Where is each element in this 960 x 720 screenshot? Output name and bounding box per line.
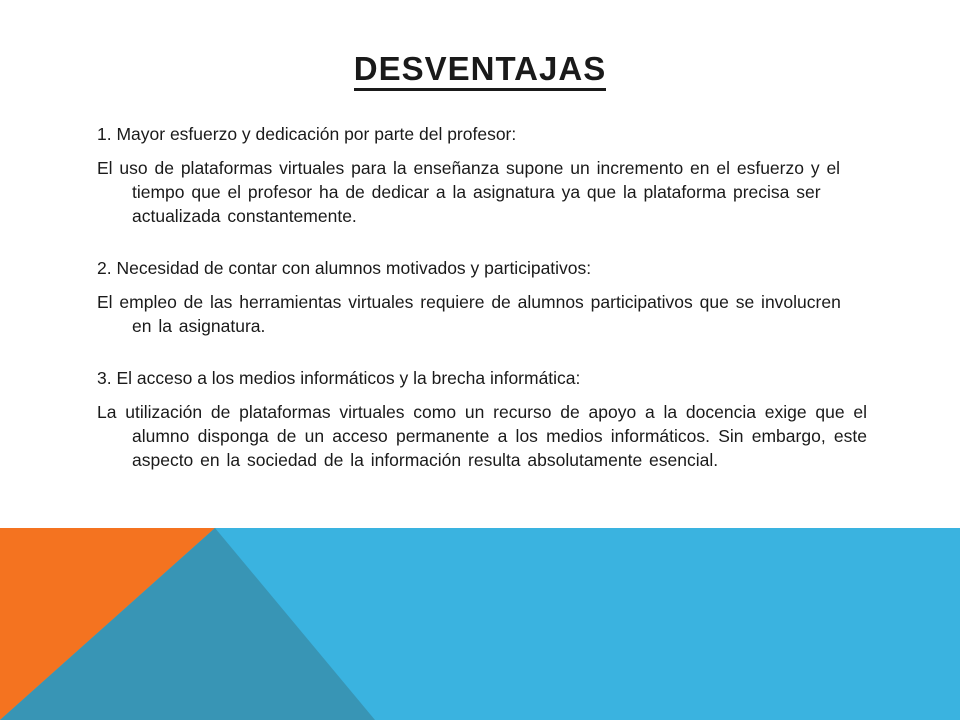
content-body [97,122,867,472]
slide-title [0,50,960,88]
section-2-body: El empleo de las herramientas virtuales requiere de alumnos participativos que se involucren en la asignatura. [97,292,841,336]
section-1-heading: 1. Mayor esfuerzo y dedicación por parte del profesor: [97,124,517,144]
section-3-body: La utilización de plataformas virtuales como un recurso de apoyo a la docencia exige que el alumno disponga de un acceso permanente a los medios informáticos. Sin embargo, este aspecto en la sociedad de la información resulta absolutamente esencial. [97,402,867,470]
decorative-footer-band [0,528,960,720]
section-3-heading: 3. El acceso a los medios informáticos y la brecha informática: [97,368,581,388]
slide-title-text: DESVENTAJAS [354,50,606,91]
section-1-body: El uso de plataformas virtuales para la enseñanza supone un incremento en el esfuerzo y el tiempo que el profesor ha de dedicar a la asignatura ya que la plataforma precisa ser actualizada constantemente. [97,158,841,226]
section-2-heading: 2. Necesidad de contar con alumnos motivados y participativos: [97,258,592,278]
